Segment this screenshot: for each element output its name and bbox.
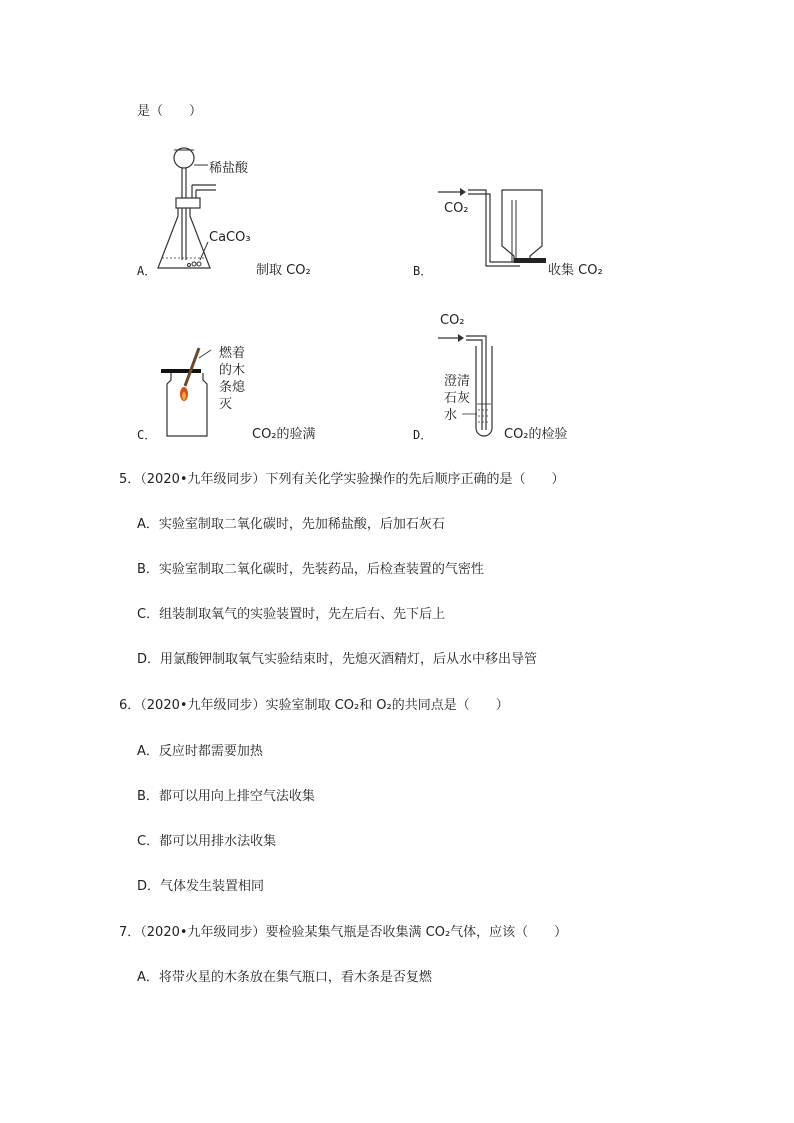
- label-caco3: CaCO₃: [209, 230, 251, 245]
- co2-collection-diagram: [430, 180, 560, 280]
- q7-stem: 7．（2020•九年级同步）要检验某集气瓶是否收集满 CO₂气体，应该（ ）: [119, 925, 568, 940]
- q6-option-a: A．反应时都需要加热: [137, 744, 263, 759]
- label-burning-splint: 燃着的木条熄灭: [219, 346, 246, 412]
- q5-option-c: C．组装制取氧气的实验装置时，先左后右、先下后上: [137, 607, 446, 622]
- q5-option-d: D．用氯酸钾制取氧气实验结束时，先熄灭酒精灯，后从水中移出导管: [137, 652, 538, 667]
- q4-option-d-letter: D．: [413, 428, 433, 442]
- q6-option-b: B．都可以用向上排空气法收集: [137, 789, 315, 804]
- q4-option-a-caption: 制取 CO₂: [256, 263, 311, 278]
- label-limewater: 澄清石灰水: [444, 374, 471, 423]
- q4-stem-tail: 是（ ）: [137, 104, 203, 119]
- q4-option-b-caption: 收集 CO₂: [548, 263, 603, 278]
- q4-option-b-letter: B．: [413, 264, 433, 278]
- q4-option-a-letter: A．: [137, 264, 157, 278]
- q5-stem: 5．（2020•九年级同步）下列有关化学实验操作的先后顺序正确的是（ ）: [119, 472, 565, 487]
- q6-stem: 6．（2020•九年级同步）实验室制取 CO₂和 O₂的共同点是（ ）: [119, 698, 509, 713]
- label-co2-d: CO₂: [440, 313, 465, 328]
- q6-option-d: D．气体发生装置相同: [137, 879, 265, 894]
- label-co2-b: CO₂: [444, 201, 469, 216]
- q4-option-c-letter: C．: [137, 428, 157, 442]
- q7-option-a: A．将带火星的木条放在集气瓶口，看木条是否复燃: [137, 970, 432, 985]
- q5-option-b: B．实验室制取二氧化碳时，先装药品，后检查装置的气密性: [137, 562, 484, 577]
- q4-option-d-caption: CO₂的检验: [504, 427, 568, 442]
- q4-option-c-caption: CO₂的验满: [252, 427, 316, 442]
- q5-option-a: A．实验室制取二氧化碳时，先加稀盐酸，后加石灰石: [137, 517, 445, 532]
- q6-option-c: C．都可以用排水法收集: [137, 834, 277, 849]
- label-dilute-hcl: 稀盐酸: [209, 161, 249, 176]
